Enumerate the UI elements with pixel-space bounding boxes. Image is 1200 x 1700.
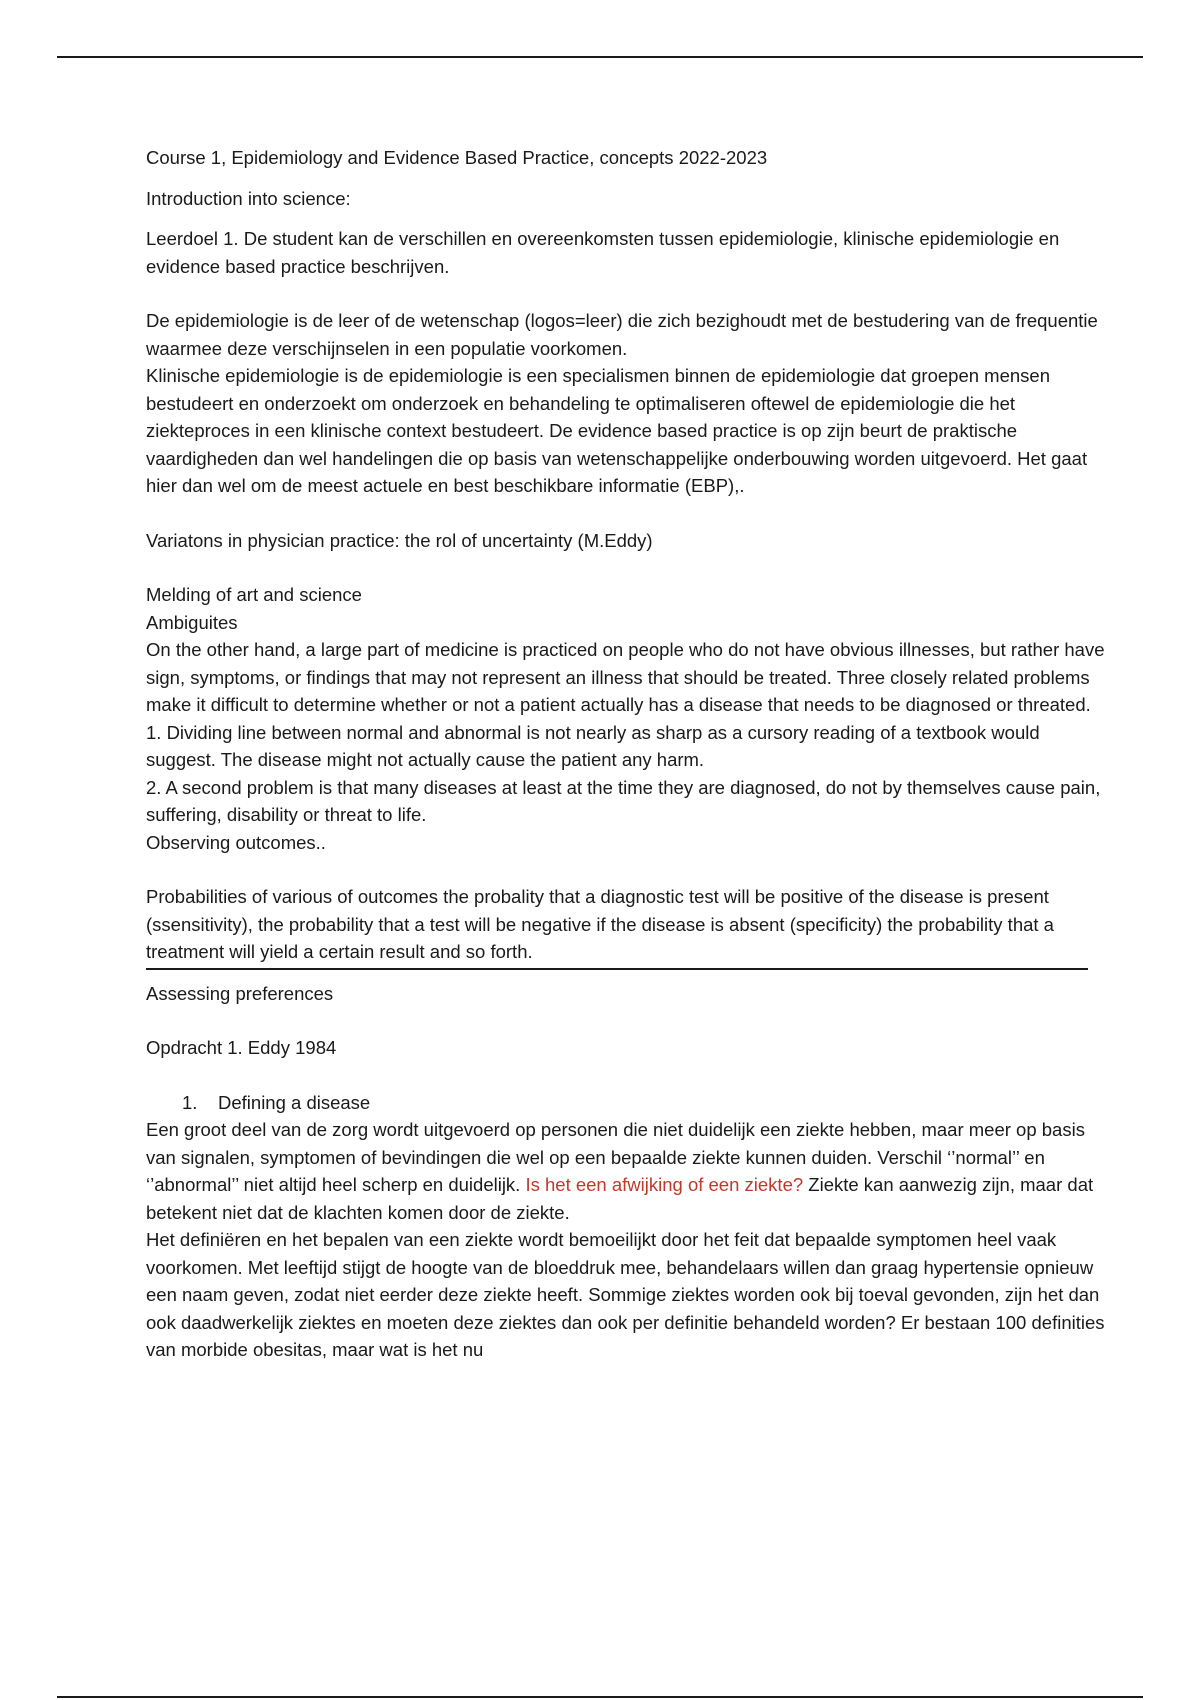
ambiguites-heading: Ambiguites — [146, 611, 238, 633]
intro-heading: Introduction into science: — [146, 187, 351, 209]
definieren-paragraph: Het definiëren en het bepalen van een ziekte wordt bemoeilijkt door het feit dat bepaalde symptomen heel vaak voorkomen. Met leeftijd stijgt de hoogte van de bloeddruk mee, behandelaars willen dan graag hypertensie opnieuw een naam geven, zodat niet eerder deze ziekte heeft. Sommige ziektes worden ook bij toeval gevonden, zijn het dan ook daadwerkelijk ziektes en moeten deze ziektes dan ook per definitie behandeld worden? Er bestaan 100 definities van morbide obesitas, maar wat is het nu — [146, 1229, 1105, 1360]
leerdoel-paragraph: Leerdoel 1. De student kan de verschillen en overeenkomsten tussen epidemiologie, klinische epidemiologie en evidence based practice beschrijven. — [146, 228, 1060, 277]
defining-disease-text-end: Ziekte kan aanwezig zijn, maar dat betekent niet dat de klachten komen door de ziekte. — [146, 1174, 1094, 1223]
assessing-preferences: Assessing preferences — [146, 982, 334, 1004]
ambiguites-paragraph: On the other hand, a large part of medicine is practiced on people who do not have obvious illnesses, but rather have sign, symptoms, or findings that may not represent an illness that should be treated. Three closely related problems make it difficult to determine whether or not a patient actually has a disease that needs to be diagnosed or threated. — [146, 639, 1105, 715]
probabilities-paragraph: Probabilities of various of outcomes the probality that a diagnostic test will be positive of the disease is present (ssensitivity), the probability that a test will be negative if the disease is absent (specificity) the probability that a treatment will yield a certain result and so forth. — [146, 886, 1054, 962]
observing-outcomes: Observing outcomes.. — [146, 831, 326, 853]
page-top-rule — [57, 56, 1143, 58]
highlighted-question: Is het een afwijking of een ziekte? — [525, 1174, 804, 1195]
melding-heading: Melding of art and science — [146, 584, 362, 605]
list-number: 1. — [182, 1091, 198, 1113]
opdracht-heading: Opdracht 1. Eddy 1984 — [146, 1037, 337, 1058]
epidemiologie-paragraph: De epidemiologie is de leer of de wetenschap (logos=leer) die zich bezighoudt met de bestudering van de frequentie waarmee deze verschijnselen in een populatie voorkomen. — [146, 310, 1098, 359]
klinische-epidemiologie-paragraph: Klinische epidemiologie is de epidemiologie is een specialismen binnen de epidemiologie dat groepen mensen bestudeert en onderzoekt om onderzoek en behandeling te optimaliseren oftewel de epidemiologie die het ziekteproces in een klinische context bestudeert. De evidence based practice is op zijn beurt de praktische vaardigheden dan wel handelingen die op basis van wetenschappelijke onderbouwing worden uitgevoerd. Het gaat hier dan wel om de meest actuele en best beschikbare informatie (EBP),. — [146, 365, 1088, 496]
defining-disease-text: Een groot deel van de zorg wordt uitgevoerd op personen die niet duidelijk een ziekte hebben, maar meer op basis van signalen, symptomen of bevindingen die wel op een bepaalde ziekte kunnen duiden. Verschil ‘’normal’’ en ‘’abnormal’’ niet altijd heel scherp en duidelijk. — [146, 1119, 1085, 1195]
section-divider — [146, 968, 1088, 970]
list-label: Defining a disease — [218, 1091, 371, 1113]
page-bottom-rule — [57, 1696, 1143, 1698]
course-title: Course 1, Epidemiology and Evidence Based Practice, concepts 2022-2023 — [146, 147, 768, 168]
document-page — [146, 144, 1106, 1364]
point-2: 2. A second problem is that many diseases at least at the time they are diagnosed, do not by themselves cause pain, suffering, disability or threat to life. — [146, 776, 1101, 825]
point-1: 1. Dividing line between normal and abnormal is not nearly as sharp as a cursory reading of a textbook would suggest. The disease might not actually cause the patient any harm. — [146, 721, 1040, 770]
list-item — [182, 1089, 1106, 1117]
defining-disease-paragraph — [146, 1116, 1106, 1226]
eddy-heading: Variatons in physician practice: the rol of uncertainty (M.Eddy) — [146, 529, 653, 551]
